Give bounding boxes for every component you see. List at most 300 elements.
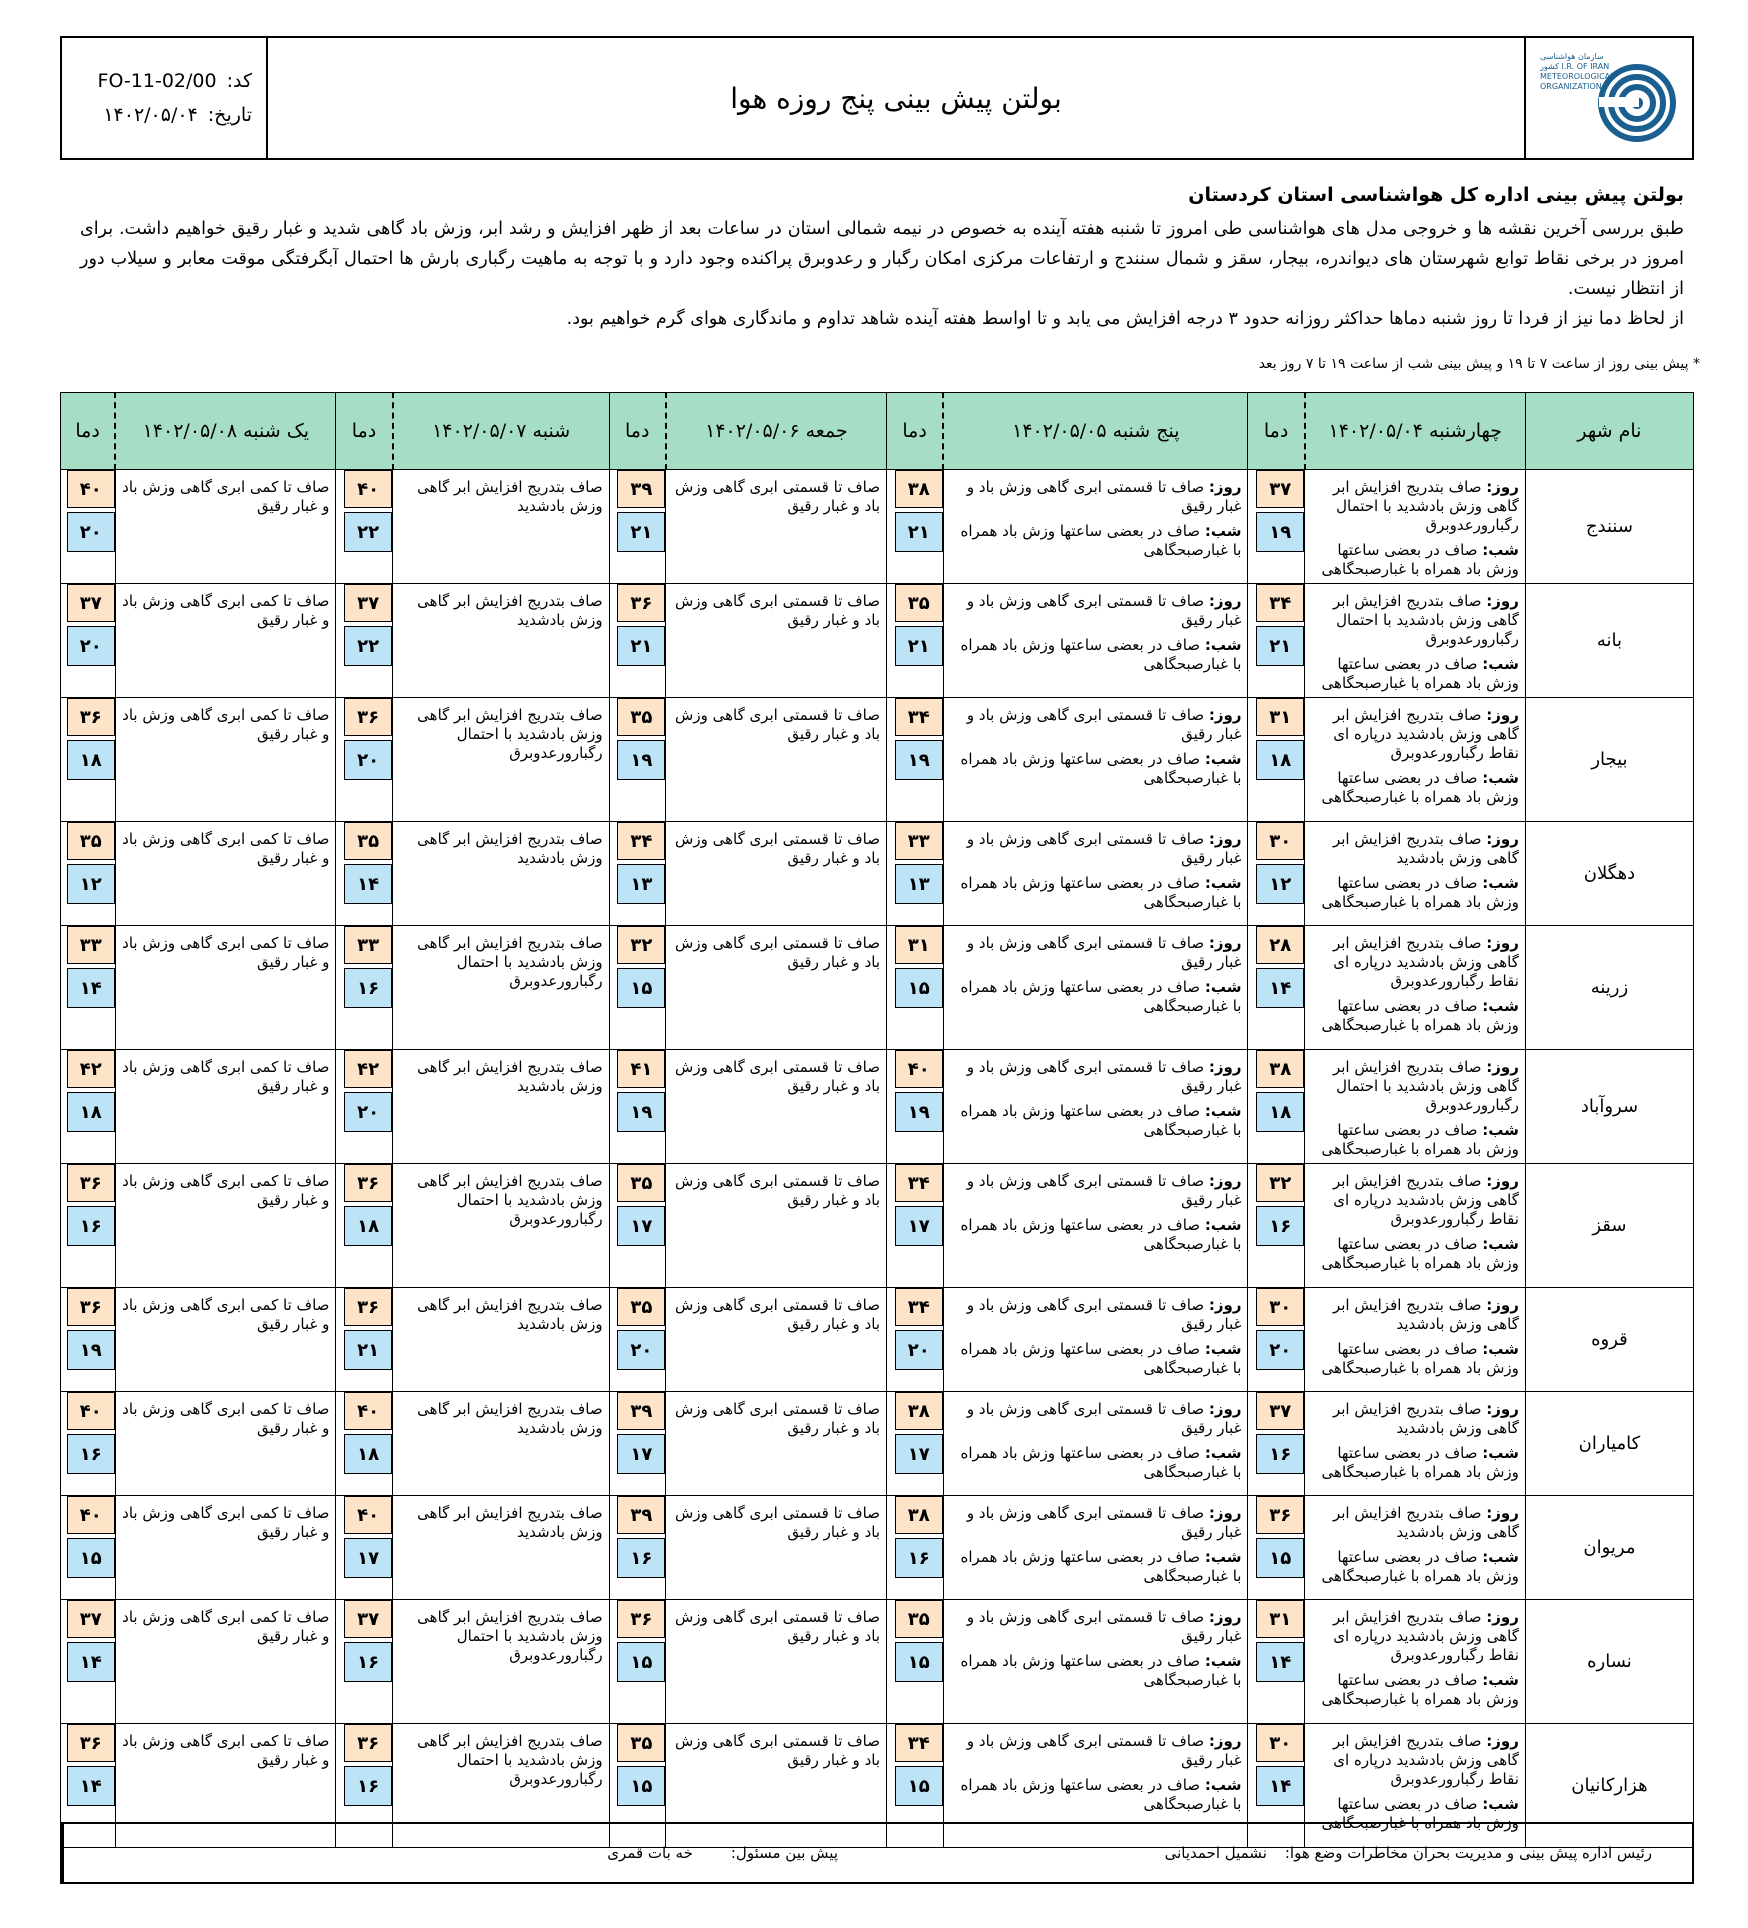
city-name: بیجار bbox=[1525, 698, 1693, 822]
day-label: روز: bbox=[1208, 934, 1242, 952]
night-label: شب: bbox=[1204, 874, 1242, 892]
day-night-forecast bbox=[1305, 1496, 1526, 1600]
day-night-forecast bbox=[1305, 926, 1526, 1050]
day-label: روز: bbox=[1486, 934, 1519, 952]
temp-cell bbox=[887, 1392, 944, 1496]
min-temp: ۲۱ bbox=[617, 626, 665, 666]
max-temp: ۳۴ bbox=[895, 1724, 943, 1762]
max-temp: ۳۶ bbox=[1256, 1496, 1304, 1534]
bulletin-title: بولتن پیش بینی پنج روزه هوا bbox=[730, 81, 1062, 115]
day-label: روز: bbox=[1486, 1732, 1519, 1750]
night-forecast: صاف در بعضی ساعتها وزش باد همراه با غبارصبحگاهی bbox=[1321, 997, 1519, 1034]
forecast-text: صاف بتدریج افزایش ابر گاهی وزش بادشدید bbox=[393, 584, 609, 698]
max-temp: ۳۸ bbox=[895, 470, 943, 508]
temp-cell bbox=[61, 698, 116, 822]
forecast-text: صاف بتدریج افزایش ابر گاهی وزش بادشدید bbox=[393, 1050, 609, 1164]
forecast-text: صاف بتدریج افزایش ابر گاهی وزش بادشدید bbox=[393, 1496, 609, 1600]
min-temp: ۲۰ bbox=[67, 626, 115, 666]
temp-cell bbox=[1248, 1496, 1305, 1600]
min-temp: ۱۵ bbox=[67, 1538, 115, 1578]
col-day-2: پنج شنبه ۱۴۰۲/۰۵/۰۵ bbox=[943, 393, 1248, 470]
max-temp: ۲۸ bbox=[1256, 926, 1304, 964]
min-temp: ۲۱ bbox=[895, 626, 943, 666]
night-label: شب: bbox=[1482, 1121, 1519, 1139]
max-temp: ۴۰ bbox=[67, 1392, 115, 1430]
city-name: قروه bbox=[1525, 1288, 1693, 1392]
min-temp: ۱۴ bbox=[344, 864, 392, 904]
min-temp: ۱۵ bbox=[617, 1766, 665, 1806]
col-day-4: شنبه ۱۴۰۲/۰۵/۰۷ bbox=[393, 393, 609, 470]
night-forecast: صاف در بعضی ساعتها وزش باد همراه با غبارصبحگاهی bbox=[960, 874, 1242, 911]
day-label: روز: bbox=[1486, 478, 1519, 496]
min-temp: ۱۶ bbox=[895, 1538, 943, 1578]
max-temp: ۳۷ bbox=[1256, 1392, 1304, 1430]
min-temp: ۱۷ bbox=[617, 1206, 665, 1246]
temp-cell bbox=[609, 926, 666, 1050]
forecast-text: صاف تا کمی ابری گاهی وزش باد و غبار رقیق bbox=[115, 926, 336, 1050]
forecast-text: صاف تا قسمتی ابری گاهی وزش باد و غبار رقیق bbox=[666, 926, 887, 1050]
day-forecast: صاف تا قسمتی ابری گاهی وزش باد و غبار رقیق bbox=[966, 830, 1242, 867]
min-temp: ۱۴ bbox=[1256, 1642, 1304, 1682]
temp-cell bbox=[336, 1050, 393, 1164]
city-row bbox=[61, 926, 1694, 1050]
temp-cell bbox=[61, 1496, 116, 1600]
max-temp: ۳۱ bbox=[895, 926, 943, 964]
night-label: شب: bbox=[1482, 997, 1519, 1015]
day-forecast: صاف تا قسمتی ابری گاهی وزش باد و غبار رقیق bbox=[966, 1296, 1242, 1333]
max-temp: ۴۲ bbox=[344, 1050, 392, 1088]
min-temp: ۱۶ bbox=[1256, 1434, 1304, 1474]
night-label: شب: bbox=[1482, 1795, 1519, 1813]
forecast-text: صاف بتدریج افزایش ابر گاهی وزش بادشدید bbox=[393, 1288, 609, 1392]
forecast-text: صاف تا قسمتی ابری گاهی وزش باد و غبار رقیق bbox=[666, 470, 887, 584]
min-temp: ۱۶ bbox=[67, 1434, 115, 1474]
day-label: روز: bbox=[1486, 830, 1519, 848]
forecast-table-header bbox=[61, 393, 1694, 470]
day-night-forecast bbox=[1305, 584, 1526, 698]
night-label: شب: bbox=[1482, 1340, 1519, 1358]
forecast-text: صاف تا قسمتی ابری گاهی وزش باد و غبار رقیق bbox=[666, 1392, 887, 1496]
temp-cell bbox=[887, 1164, 944, 1288]
max-temp: ۳۵ bbox=[617, 698, 665, 736]
intro-heading: بولتن پیش بینی اداره کل هواشناسی استان کردستان bbox=[1188, 184, 1684, 206]
temp-cell bbox=[336, 1600, 393, 1724]
code-value: FO-11-02/00 bbox=[97, 70, 217, 92]
night-label: شب: bbox=[1204, 1652, 1242, 1670]
temp-cell bbox=[61, 1050, 116, 1164]
day-forecast: صاف بتدریج افزایش ابر گاهی وزش بادشدید درپاره ای نقاط رگبارورعدوبرق bbox=[1332, 1608, 1519, 1664]
max-temp: ۳۴ bbox=[895, 698, 943, 736]
max-temp: ۴۰ bbox=[344, 470, 392, 508]
forecast-text: صاف تا کمی ابری گاهی وزش باد و غبار رقیق bbox=[115, 1496, 336, 1600]
forecast-text: صاف بتدریج افزایش ابر گاهی وزش بادشدید با احتمال رگبارورعدوبرق bbox=[393, 1600, 609, 1724]
max-temp: ۳۸ bbox=[895, 1496, 943, 1534]
max-temp: ۳۶ bbox=[344, 1724, 392, 1762]
night-forecast: صاف در بعضی ساعتها وزش باد همراه با غبارصبحگاهی bbox=[960, 522, 1242, 559]
forecaster-label: پیش بین مسئول: bbox=[730, 1844, 838, 1862]
night-label: شب: bbox=[1204, 1216, 1242, 1234]
temp-cell bbox=[887, 822, 944, 926]
day-forecast: صاف تا قسمتی ابری گاهی وزش باد و غبار رقیق bbox=[966, 1172, 1242, 1209]
min-temp: ۲۱ bbox=[895, 512, 943, 552]
temp-cell bbox=[61, 470, 116, 584]
max-temp: ۳۴ bbox=[895, 1288, 943, 1326]
max-temp: ۳۱ bbox=[1256, 1600, 1304, 1638]
day-night-forecast bbox=[943, 822, 1248, 926]
min-temp: ۲۱ bbox=[617, 512, 665, 552]
min-temp: ۲۰ bbox=[617, 1330, 665, 1370]
min-temp: ۱۹ bbox=[67, 1330, 115, 1370]
max-temp: ۳۴ bbox=[1256, 584, 1304, 622]
forecast-text: صاف بتدریج افزایش ابر گاهی وزش بادشدید با احتمال رگبارورعدوبرق bbox=[393, 1164, 609, 1288]
min-temp: ۱۶ bbox=[67, 1206, 115, 1246]
city-name: دهگلان bbox=[1525, 822, 1693, 926]
day-night-forecast bbox=[1305, 1050, 1526, 1164]
city-row bbox=[61, 1050, 1694, 1164]
logo-text: سازمان هواشناسی کشور I.R. OF IRAN METEOROLOGICAL ORGANIZATION bbox=[1540, 52, 1615, 91]
forecast-text: صاف بتدریج افزایش ابر گاهی وزش بادشدید bbox=[393, 1392, 609, 1496]
night-forecast: صاف در بعضی ساعتها وزش باد همراه با غبارصبحگاهی bbox=[1321, 874, 1519, 911]
forecast-text: صاف تا کمی ابری گاهی وزش باد و غبار رقیق bbox=[115, 1050, 336, 1164]
city-row bbox=[61, 698, 1694, 822]
forecaster-section bbox=[62, 1824, 878, 1882]
min-temp: ۱۵ bbox=[1256, 1538, 1304, 1578]
max-temp: ۳۶ bbox=[67, 1288, 115, 1326]
min-temp: ۱۶ bbox=[1256, 1206, 1304, 1246]
night-forecast: صاف در بعضی ساعتها وزش باد همراه با غبارصبحگاهی bbox=[960, 1340, 1242, 1377]
night-forecast: صاف در بعضی ساعتها وزش باد همراه با غبارصبحگاهی bbox=[960, 1216, 1242, 1253]
city-row bbox=[61, 1392, 1694, 1496]
temp-cell bbox=[609, 822, 666, 926]
forecast-text: صاف بتدریج افزایش ابر گاهی وزش بادشدید bbox=[393, 822, 609, 926]
temp-cell bbox=[61, 1600, 116, 1724]
min-temp: ۱۵ bbox=[617, 968, 665, 1008]
forecast-text: صاف تا قسمتی ابری گاهی وزش باد و غبار رقیق bbox=[666, 1288, 887, 1392]
night-label: شب: bbox=[1482, 1548, 1519, 1566]
col-day-5: یک شنبه ۱۴۰۲/۰۵/۰۸ bbox=[115, 393, 336, 470]
city-name: سروآباد bbox=[1525, 1050, 1693, 1164]
day-night-forecast bbox=[943, 1392, 1248, 1496]
temp-cell bbox=[336, 584, 393, 698]
max-temp: ۳۲ bbox=[1256, 1164, 1304, 1202]
city-name: کامیاران bbox=[1525, 1392, 1693, 1496]
temp-cell bbox=[887, 926, 944, 1050]
max-temp: ۴۰ bbox=[895, 1050, 943, 1088]
col-temp-2: دما bbox=[887, 393, 944, 470]
forecast-text: صاف تا قسمتی ابری گاهی وزش باد و غبار رقیق bbox=[666, 1496, 887, 1600]
max-temp: ۳۸ bbox=[895, 1392, 943, 1430]
max-temp: ۳۵ bbox=[895, 584, 943, 622]
bulletin-header bbox=[60, 36, 1694, 160]
min-temp: ۱۸ bbox=[344, 1434, 392, 1474]
max-temp: ۳۶ bbox=[617, 584, 665, 622]
day-label: روز: bbox=[1208, 1608, 1242, 1626]
city-name: زرینه bbox=[1525, 926, 1693, 1050]
temp-cell bbox=[336, 1392, 393, 1496]
forecast-time-note: * پیش بینی روز از ساعت ۷ تا ۱۹ و پیش بینی شب از ساعت ۱۹ تا ۷ روز بعد bbox=[1258, 356, 1700, 372]
min-temp: ۱۶ bbox=[344, 968, 392, 1008]
day-forecast: صاف بتدریج افزایش ابر گاهی وزش بادشدید درپاره ای نقاط رگبارورعدوبرق bbox=[1332, 1172, 1519, 1228]
temp-cell bbox=[887, 1600, 944, 1724]
day-forecast: صاف تا قسمتی ابری گاهی وزش باد و غبار رقیق bbox=[966, 1504, 1242, 1541]
city-name: سقز bbox=[1525, 1164, 1693, 1288]
max-temp: ۳۵ bbox=[617, 1724, 665, 1762]
temp-cell bbox=[609, 584, 666, 698]
night-label: شب: bbox=[1482, 1671, 1519, 1689]
day-night-forecast bbox=[1305, 1392, 1526, 1496]
day-night-forecast bbox=[943, 926, 1248, 1050]
day-forecast: صاف بتدریج افزایش ابر گاهی وزش بادشدید درپاره ای نقاط رگبارورعدوبرق bbox=[1332, 934, 1519, 990]
max-temp: ۳۷ bbox=[344, 1600, 392, 1638]
temp-cell bbox=[336, 1496, 393, 1600]
forecast-text: صاف تا کمی ابری گاهی وزش باد و غبار رقیق bbox=[115, 1724, 336, 1848]
max-temp: ۴۱ bbox=[617, 1050, 665, 1088]
day-night-forecast bbox=[943, 470, 1248, 584]
city-name: سنندج bbox=[1525, 470, 1693, 584]
max-temp: ۳۴ bbox=[895, 1164, 943, 1202]
forecaster-name: خه بات قمری bbox=[607, 1844, 693, 1862]
col-temp-1: دما bbox=[1248, 393, 1305, 470]
temp-cell bbox=[61, 584, 116, 698]
temp-cell bbox=[609, 1600, 666, 1724]
min-temp: ۱۴ bbox=[67, 968, 115, 1008]
min-temp: ۲۱ bbox=[344, 1330, 392, 1370]
day-label: روز: bbox=[1208, 1504, 1242, 1522]
night-forecast: صاف در بعضی ساعتها وزش باد همراه با غبارصبحگاهی bbox=[1321, 1340, 1519, 1377]
min-temp: ۲۰ bbox=[344, 1092, 392, 1132]
date-label: تاریخ: bbox=[207, 104, 252, 126]
min-temp: ۱۳ bbox=[617, 864, 665, 904]
min-temp: ۱۲ bbox=[1256, 864, 1304, 904]
max-temp: ۳۵ bbox=[344, 822, 392, 860]
night-forecast: صاف در بعضی ساعتها وزش باد همراه با غبارصبحگاهی bbox=[960, 750, 1242, 787]
min-temp: ۱۶ bbox=[617, 1538, 665, 1578]
night-label: شب: bbox=[1204, 1776, 1242, 1794]
day-forecast: صاف تا قسمتی ابری گاهی وزش باد و غبار رقیق bbox=[966, 1608, 1242, 1645]
night-forecast: صاف در بعضی ساعتها وزش باد همراه با غبارصبحگاهی bbox=[960, 1444, 1242, 1481]
night-label: شب: bbox=[1204, 1340, 1242, 1358]
head-section bbox=[878, 1824, 1692, 1882]
max-temp: ۳۵ bbox=[617, 1288, 665, 1326]
min-temp: ۱۸ bbox=[67, 740, 115, 780]
temp-cell bbox=[336, 470, 393, 584]
temp-cell bbox=[887, 470, 944, 584]
temp-cell bbox=[1248, 1600, 1305, 1724]
temp-cell bbox=[336, 1288, 393, 1392]
day-label: روز: bbox=[1486, 1400, 1519, 1418]
day-forecast: صاف بتدریج افزایش ابر گاهی وزش بادشدید با احتمال رگبارورعدوبرق bbox=[1332, 478, 1519, 534]
forecast-text: صاف تا کمی ابری گاهی وزش باد و غبار رقیق bbox=[115, 470, 336, 584]
city-row bbox=[61, 584, 1694, 698]
max-temp: ۴۰ bbox=[67, 1496, 115, 1534]
temp-cell bbox=[609, 1392, 666, 1496]
forecast-text: صاف تا کمی ابری گاهی وزش باد و غبار رقیق bbox=[115, 1392, 336, 1496]
night-forecast: صاف در بعضی ساعتها وزش باد همراه با غبارصبحگاهی bbox=[960, 636, 1242, 673]
day-night-forecast bbox=[1305, 1600, 1526, 1724]
forecast-text: صاف تا کمی ابری گاهی وزش باد و غبار رقیق bbox=[115, 698, 336, 822]
temp-cell bbox=[1248, 584, 1305, 698]
min-temp: ۱۵ bbox=[895, 968, 943, 1008]
night-label: شب: bbox=[1482, 874, 1519, 892]
day-night-forecast bbox=[943, 1288, 1248, 1392]
intro-paragraph-1: طبق بررسی آخرین نقشه ها و خروجی مدل های هواشناسی طی امروز تا شنبه هفته آینده به خصوص در نیمه شمالی استان در ساعات بعد از ظهر افزایش و رشد ابر، وزش باد گاهی شدید و غبار رقیق خواهیم داشت. برای امروز در برخی نقاط توابع شهرستان های دیواندره، بیجار، سقز و شمال سنندج و ارتفاعات مرکزی امکان رگبار و رعدوبرق پراکنده وجود دارد و با توجه به ماهیت رگباری بارش ها احتمال آبگرفتگی موقت معابر و سیلاب دور از انتظار نیست. bbox=[80, 219, 1684, 299]
min-temp: ۱۹ bbox=[895, 1092, 943, 1132]
day-label: روز: bbox=[1486, 1504, 1519, 1522]
day-forecast: صاف تا قسمتی ابری گاهی وزش باد و غبار رقیق bbox=[966, 592, 1242, 629]
intro-paragraph-2: از لحاظ دما نیز از فردا تا روز شنبه دماها حداکثر روزانه حدود ۳ درجه افزایش می یابد و تا اواسط هفته آینده شاهد تداوم و ماندگاری هوای گرم خواهیم بود. bbox=[566, 309, 1684, 329]
night-label: شب: bbox=[1482, 1235, 1519, 1253]
temp-cell bbox=[1248, 470, 1305, 584]
max-temp: ۳۹ bbox=[617, 1496, 665, 1534]
day-label: روز: bbox=[1208, 592, 1242, 610]
temp-cell bbox=[61, 1392, 116, 1496]
min-temp: ۱۸ bbox=[344, 1206, 392, 1246]
night-label: شب: bbox=[1482, 541, 1519, 559]
forecast-text: صاف تا قسمتی ابری گاهی وزش باد و غبار رقیق bbox=[666, 1724, 887, 1848]
forecast-text: صاف تا قسمتی ابری گاهی وزش باد و غبار رقیق bbox=[666, 698, 887, 822]
temp-cell bbox=[887, 1050, 944, 1164]
day-forecast: صاف بتدریج افزایش ابر گاهی وزش بادشدید bbox=[1332, 1504, 1519, 1541]
night-forecast: صاف در بعضی ساعتها وزش باد همراه با غبارصبحگاهی bbox=[960, 1102, 1242, 1139]
document-code-box bbox=[62, 38, 268, 158]
day-forecast: صاف بتدریج افزایش ابر گاهی وزش بادشدید bbox=[1332, 1296, 1519, 1333]
min-temp: ۱۹ bbox=[617, 740, 665, 780]
night-forecast: صاف در بعضی ساعتها وزش باد همراه با غبارصبحگاهی bbox=[1321, 541, 1519, 578]
temp-cell bbox=[609, 1288, 666, 1392]
min-temp: ۱۷ bbox=[895, 1206, 943, 1246]
night-label: شب: bbox=[1204, 522, 1242, 540]
col-temp-5: دما bbox=[61, 393, 116, 470]
city-row bbox=[61, 822, 1694, 926]
night-label: شب: bbox=[1204, 1102, 1242, 1120]
max-temp: ۴۲ bbox=[67, 1050, 115, 1088]
day-forecast: صاف بتدریج افزایش ابر گاهی وزش بادشدید درپاره ای نقاط رگبارورعدوبرق bbox=[1332, 706, 1519, 762]
min-temp: ۱۵ bbox=[895, 1642, 943, 1682]
forecast-text: صاف تا قسمتی ابری گاهی وزش باد و غبار رقیق bbox=[666, 822, 887, 926]
day-forecast: صاف تا قسمتی ابری گاهی وزش باد و غبار رقیق bbox=[966, 934, 1242, 971]
night-label: شب: bbox=[1482, 1444, 1519, 1462]
night-label: شب: bbox=[1482, 769, 1519, 787]
city-name: مریوان bbox=[1525, 1496, 1693, 1600]
intro-section bbox=[80, 180, 1684, 334]
forecast-text: صاف تا کمی ابری گاهی وزش باد و غبار رقیق bbox=[115, 822, 336, 926]
forecast-text: صاف بتدریج افزایش ابر گاهی وزش بادشدید با احتمال رگبارورعدوبرق bbox=[393, 926, 609, 1050]
forecast-table bbox=[60, 392, 1694, 1848]
max-temp: ۳۷ bbox=[67, 1600, 115, 1638]
min-temp: ۱۸ bbox=[1256, 1092, 1304, 1132]
min-temp: ۲۱ bbox=[1256, 626, 1304, 666]
temp-cell bbox=[336, 698, 393, 822]
code-label: کد: bbox=[226, 70, 252, 92]
night-forecast: صاف در بعضی ساعتها وزش باد همراه با غبارصبحگاهی bbox=[1321, 769, 1519, 806]
night-label: شب: bbox=[1204, 1548, 1242, 1566]
temp-cell bbox=[61, 926, 116, 1050]
night-label: شب: bbox=[1482, 655, 1519, 673]
day-label: روز: bbox=[1486, 1608, 1519, 1626]
temp-cell bbox=[609, 470, 666, 584]
min-temp: ۱۶ bbox=[344, 1642, 392, 1682]
day-forecast: صاف بتدریج افزایش ابر گاهی وزش بادشدید با احتمال رگبارورعدوبرق bbox=[1332, 592, 1519, 648]
temp-cell bbox=[1248, 1164, 1305, 1288]
night-forecast: صاف در بعضی ساعتها وزش باد همراه با غبارصبحگاهی bbox=[1321, 1121, 1519, 1158]
day-label: روز: bbox=[1208, 1296, 1242, 1314]
logo bbox=[1524, 38, 1692, 158]
day-label: روز: bbox=[1486, 1172, 1519, 1190]
max-temp: ۳۴ bbox=[617, 822, 665, 860]
day-forecast: صاف بتدریج افزایش ابر گاهی وزش بادشدید با احتمال رگبارورعدوبرق bbox=[1332, 1058, 1519, 1114]
min-temp: ۱۴ bbox=[67, 1766, 115, 1806]
max-temp: ۳۶ bbox=[67, 1164, 115, 1202]
col-city: نام شهر bbox=[1525, 393, 1693, 470]
night-forecast: صاف در بعضی ساعتها وزش باد همراه با غبارصبحگاهی bbox=[1321, 1671, 1519, 1708]
max-temp: ۳۶ bbox=[617, 1600, 665, 1638]
max-temp: ۳۵ bbox=[67, 822, 115, 860]
forecast-text: صاف تا قسمتی ابری گاهی وزش باد و غبار رقیق bbox=[666, 584, 887, 698]
col-day-1: چهارشنبه ۱۴۰۲/۰۵/۰۴ bbox=[1305, 393, 1526, 470]
min-temp: ۱۹ bbox=[1256, 512, 1304, 552]
city-name: هزارکانیان bbox=[1525, 1724, 1693, 1848]
forecast-text: صاف بتدریج افزایش ابر گاهی وزش بادشدید با احتمال رگبارورعدوبرق bbox=[393, 698, 609, 822]
temp-cell bbox=[887, 698, 944, 822]
min-temp: ۲۰ bbox=[344, 740, 392, 780]
max-temp: ۳۶ bbox=[344, 1288, 392, 1326]
date-value: ۱۴۰۲/۰۵/۰۴ bbox=[103, 104, 198, 126]
min-temp: ۱۵ bbox=[895, 1766, 943, 1806]
day-label: روز: bbox=[1208, 1172, 1242, 1190]
day-night-forecast bbox=[1305, 822, 1526, 926]
city-name: بانه bbox=[1525, 584, 1693, 698]
forecast-text: صاف تا کمی ابری گاهی وزش باد و غبار رقیق bbox=[115, 1600, 336, 1724]
max-temp: ۳۳ bbox=[67, 926, 115, 964]
day-label: روز: bbox=[1208, 478, 1242, 496]
min-temp: ۱۷ bbox=[344, 1538, 392, 1578]
forecast-text: صاف بتدریج افزایش ابر گاهی وزش بادشدید با احتمال رگبارورعدوبرق bbox=[393, 1724, 609, 1848]
forecast-text: صاف تا قسمتی ابری گاهی وزش باد و غبار رقیق bbox=[666, 1050, 887, 1164]
min-temp: ۱۴ bbox=[67, 1642, 115, 1682]
day-night-forecast bbox=[943, 1164, 1248, 1288]
forecast-text: صاف تا قسمتی ابری گاهی وزش باد و غبار رقیق bbox=[666, 1164, 887, 1288]
temp-cell bbox=[609, 698, 666, 822]
temp-cell bbox=[336, 926, 393, 1050]
min-temp: ۲۰ bbox=[895, 1330, 943, 1370]
day-label: روز: bbox=[1486, 1058, 1519, 1076]
temp-cell bbox=[336, 822, 393, 926]
forecast-text: صاف تا کمی ابری گاهی وزش باد و غبار رقیق bbox=[115, 1288, 336, 1392]
max-temp: ۳۹ bbox=[617, 470, 665, 508]
night-label: شب: bbox=[1204, 636, 1242, 654]
night-forecast: صاف در بعضی ساعتها وزش باد همراه با غبارصبحگاهی bbox=[960, 1548, 1242, 1585]
temp-cell bbox=[61, 1288, 116, 1392]
col-day-3: جمعه ۱۴۰۲/۰۵/۰۶ bbox=[666, 393, 887, 470]
max-temp: ۳۳ bbox=[895, 822, 943, 860]
forecast-text: صاف تا کمی ابری گاهی وزش باد و غبار رقیق bbox=[115, 1164, 336, 1288]
max-temp: ۳۵ bbox=[617, 1164, 665, 1202]
day-label: روز: bbox=[1208, 1058, 1242, 1076]
temp-cell bbox=[1248, 1050, 1305, 1164]
max-temp: ۳۷ bbox=[1256, 470, 1304, 508]
temp-cell bbox=[609, 1050, 666, 1164]
max-temp: ۴۰ bbox=[344, 1392, 392, 1430]
max-temp: ۳۷ bbox=[67, 584, 115, 622]
min-temp: ۲۰ bbox=[67, 512, 115, 552]
min-temp: ۱۸ bbox=[1256, 740, 1304, 780]
min-temp: ۱۶ bbox=[344, 1766, 392, 1806]
max-temp: ۳۹ bbox=[617, 1392, 665, 1430]
min-temp: ۱۹ bbox=[617, 1092, 665, 1132]
max-temp: ۳۲ bbox=[617, 926, 665, 964]
max-temp: ۳۶ bbox=[344, 1164, 392, 1202]
max-temp: ۳۵ bbox=[895, 1600, 943, 1638]
